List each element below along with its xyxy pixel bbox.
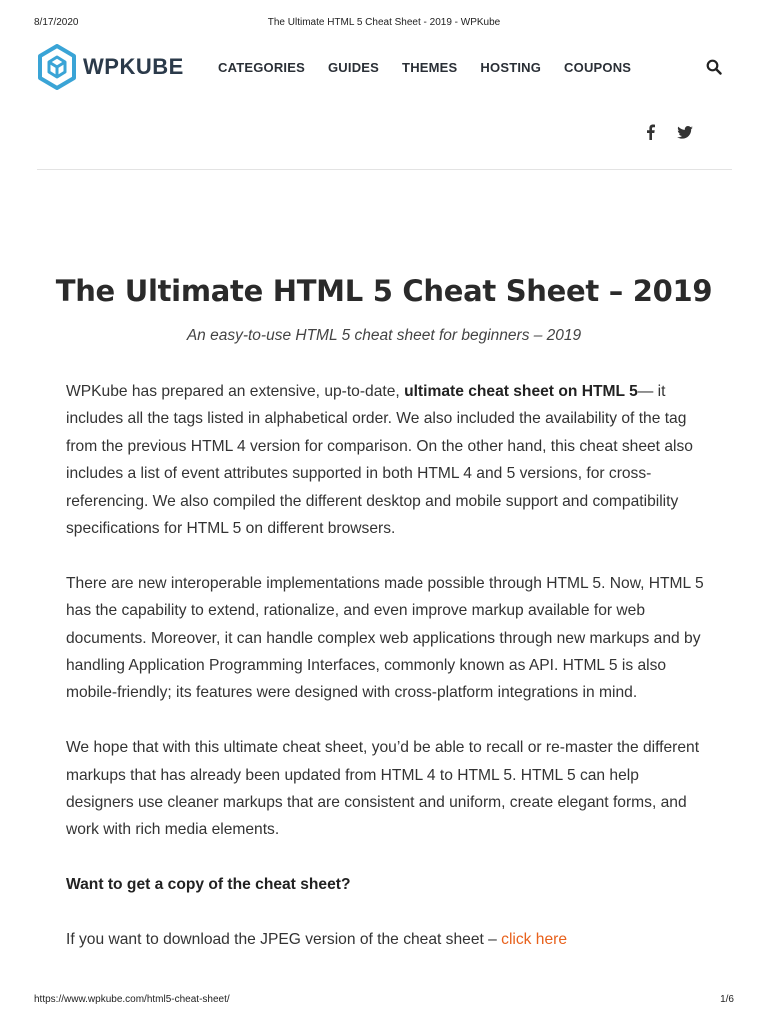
- header-divider: [37, 169, 732, 170]
- article-body: [66, 378, 710, 981]
- paragraph-hope: We hope that with this ultimate cheat sheet, you’d be able to recall or re-master the different markups that has already been updated from HTML 4 to HTML 5. HTML 5 can help designers use cleaner markups that are consistent and uniform, create elegant forms, and work with rich media elements.: [66, 739, 700, 839]
- twitter-icon[interactable]: [677, 126, 693, 144]
- site-header: [0, 44, 768, 94]
- social-share: [646, 124, 693, 145]
- article-subtitle: An easy-to-use HTML 5 cheat sheet for beginners – 2019: [186, 327, 582, 344]
- facebook-icon[interactable]: [646, 124, 655, 145]
- logo-text: WPKUBE: [83, 54, 184, 79]
- cube-logo-icon: [37, 44, 77, 90]
- print-page-number: 1/6: [720, 994, 734, 1005]
- print-title: The Ultimate HTML 5 Cheat Sheet - 2019 - WPKube: [267, 17, 501, 28]
- logo[interactable]: [37, 44, 184, 90]
- article-title: The Ultimate HTML 5 Cheat Sheet – 2019: [55, 274, 713, 308]
- search-icon[interactable]: [706, 59, 722, 75]
- nav-categories[interactable]: CATEGORIES: [218, 60, 305, 75]
- nav-hosting[interactable]: HOSTING: [480, 60, 542, 75]
- cheat-sheet-question: Want to get a copy of the cheat sheet?: [66, 876, 351, 894]
- print-header: [0, 0, 768, 40]
- nav-guides[interactable]: GUIDES: [328, 60, 380, 75]
- print-date: 8/17/2020: [34, 17, 79, 28]
- paragraph-interoperable: There are new interoperable implementations made possible through HTML 5. Now, HTML 5 has the capability to extend, rationalize, and even improve markup available for web documents. Moreover, it can handle complex web applications through new markups and by handling Application Programming Interfaces, commonly known as API. HTML 5 is also mobile-friendly; its features were designed with cross-platform integrations in mind.: [66, 574, 704, 702]
- bold-phrase: ultimate cheat sheet on HTML 5: [404, 383, 638, 400]
- nav-themes[interactable]: THEMES: [402, 60, 458, 75]
- print-url: https://www.wpkube.com/html5-cheat-sheet/: [34, 994, 230, 1005]
- nav-coupons[interactable]: COUPONS: [564, 60, 632, 75]
- click-here-link[interactable]: click here: [501, 931, 568, 949]
- main-nav: [218, 60, 631, 75]
- paragraph-intro: WPKube has prepared an extensive, up-to-date, ultimate cheat sheet on HTML 5— it includes all the tags listed in alphabetical order. We also included the availability of the tag from the previous HTML 4 version for comparison. On the other hand, this cheat sheet also includes a list of event attributes supported in both HTML 4 and 5 versions, for cross-referencing. We also compiled the different desktop and mobile support and compatibility specifications for HTML 5 on different browsers.: [66, 383, 693, 538]
- paragraph-download: If you want to download the JPEG version of the cheat sheet – click here: [66, 931, 568, 949]
